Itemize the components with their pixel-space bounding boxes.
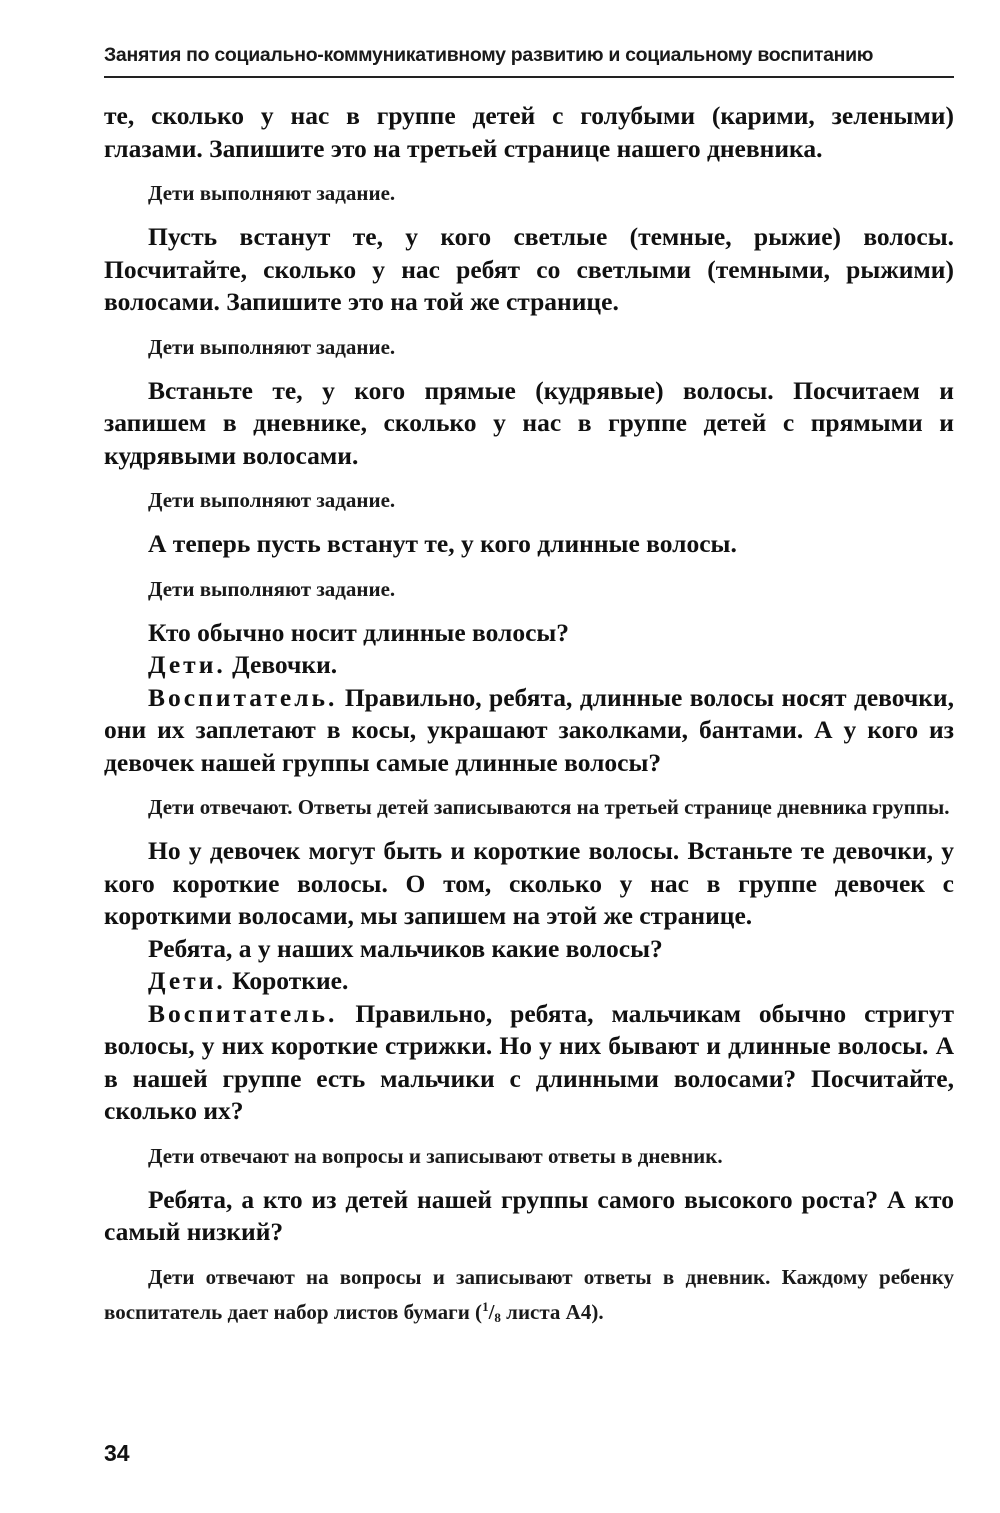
dialogue-text: Правильно, ребята, длинные волосы носят девочки, они их заплетают в косы, украшают заколками, бантами. А у кого из девочек нашей группы самые длинные волосы?	[104, 682, 954, 777]
paragraph: Но у девочек могут быть и короткие волосы. Встаньте те девочки, у кого короткие волосы. О том, сколько у нас в группе девочек с короткими волосами, мы запишем на этой же странице.	[104, 836, 954, 930]
paragraph: Встаньте те, у кого прямые (кудрявые) волосы. Посчитаем и запишем в дневнике, сколько у нас в группе детей с прямыми и кудрявыми волосами.	[104, 375, 954, 470]
paragraph: А теперь пусть встанут те, у кого длинные волосы.	[148, 529, 737, 558]
stage-direction: Дети выполняют задание.	[148, 181, 396, 205]
page-number: 34	[104, 1440, 130, 1466]
paragraph: Пусть встанут те, у кого светлые (темные, рыжие) волосы. Посчитайте, сколько у нас ребят со светлыми (темными, рыжими) волосами. Запишите это на той же странице.	[104, 222, 954, 316]
paragraph: Кто обычно носит длинные волосы?	[148, 617, 570, 647]
dialogue-text: Девочки.	[225, 650, 338, 679]
paragraph: Ребята, а кто из детей нашей группы самого высокого роста? А кто самый низкий?	[104, 1184, 954, 1246]
speaker-name: Воспитатель.	[148, 682, 338, 712]
stage-direction: Дети отвечают на вопросы и записывают ответы в дневник.	[148, 1143, 723, 1168]
paragraph: Ребята, а у наших мальчиков какие волосы?	[148, 933, 663, 963]
paragraph: те, сколько у нас в группе детей с голубыми (карими, зелеными) глазами. Запишите это на третьей странице нашего дневника.	[104, 101, 954, 163]
page-body	[104, 100, 954, 1346]
stage-direction: Дети выполняют задание.	[148, 576, 396, 601]
dialogue-text: Правильно, ребята, мальчикам обычно стригут волосы, у них короткие стрижки. Но у них бывают и длинные волосы. А в нашей группе есть мальчики с длинными волосами? Посчитайте, сколько их?	[104, 998, 954, 1125]
speaker-name: Дети.	[148, 966, 226, 995]
speaker-name: Дети.	[148, 650, 226, 679]
stage-text: Дети отвечают на вопросы и записывают ответы в дневник. Каждому ребенку воспитатель дает набор листов бумаги (	[104, 1264, 954, 1324]
stage-direction: Дети выполняют задание.	[148, 488, 396, 512]
stage-direction: Дети отвечают. Ответы детей записываются на третьей странице дневника группы.	[148, 795, 950, 819]
header-rule	[104, 76, 954, 78]
running-head: Занятия по социально-коммуникативному развитию и социальному воспитанию	[104, 44, 874, 66]
dialogue-line	[104, 998, 954, 1128]
dialogue-line	[104, 649, 954, 682]
dialogue-line	[104, 682, 954, 780]
fraction-numerator: 1	[482, 1298, 489, 1314]
fraction-denominator: 8	[494, 1309, 501, 1325]
dialogue-line	[104, 965, 954, 998]
stage-direction	[104, 1262, 954, 1333]
stage-direction: Дети выполняют задание.	[148, 334, 396, 359]
dialogue-text: Короткие.	[225, 966, 349, 995]
fraction-slash: /	[488, 1299, 495, 1324]
speaker-name: Воспитатель.	[148, 998, 338, 1028]
stage-text: листа А4).	[500, 1299, 604, 1324]
